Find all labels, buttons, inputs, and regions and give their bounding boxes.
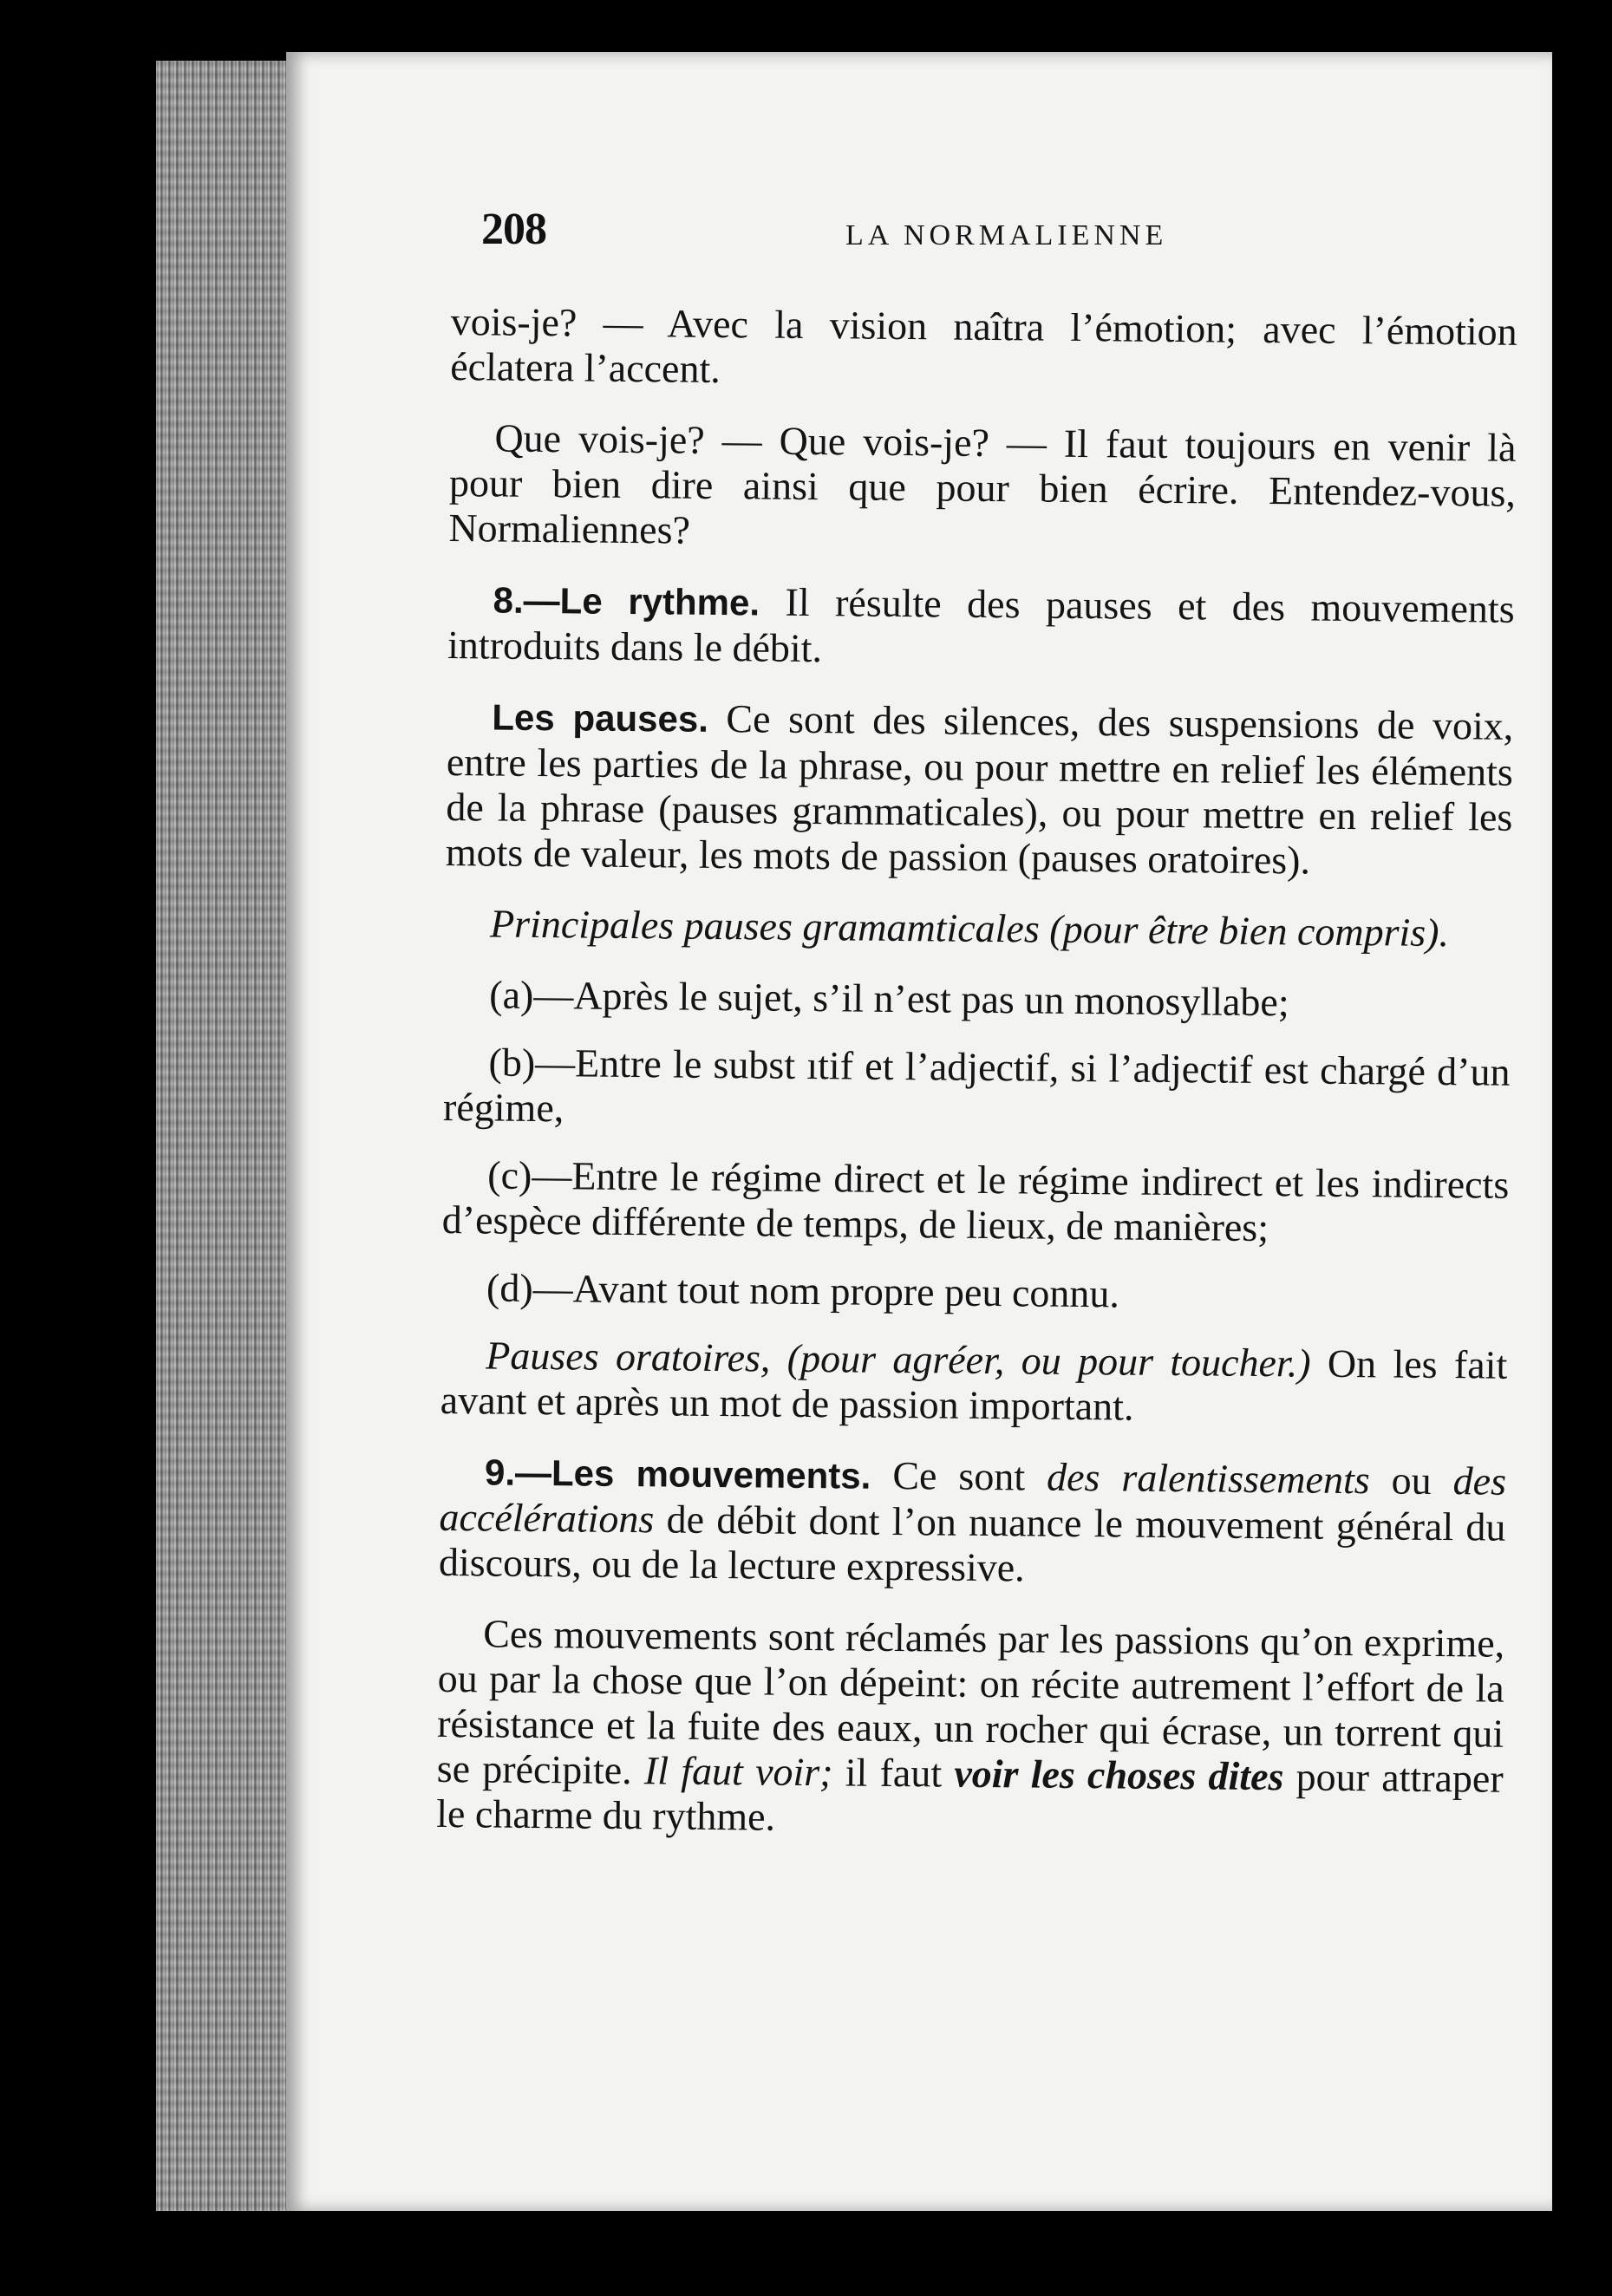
paragraph-oratory-pauses bbox=[441, 1333, 1508, 1433]
paragraph-rythme bbox=[447, 577, 1515, 678]
subheading-pauses: Les pauses. bbox=[492, 696, 709, 740]
section-heading-mouvements: 9.—Les mouvements. bbox=[484, 1451, 871, 1497]
mouvements-italic-2: des accélérations bbox=[439, 1458, 1507, 1542]
passions-text-2: il faut bbox=[832, 1750, 955, 1796]
book-page-edges bbox=[156, 61, 308, 2211]
passions-italic-1: Il faut voir; bbox=[643, 1748, 833, 1795]
paragraph-grammatical-pauses-intro: Principales pauses gramamticales (pour être bien compris). bbox=[489, 901, 1450, 956]
list-item: (a)—Après le sujet, s’il n’est pas un monosyllabe; bbox=[489, 972, 1289, 1025]
list-item: (c)—Entre le régime direct et le régime indirect et les indirects d’espèce différente de temps, de lieux, de manières; bbox=[441, 1152, 1510, 1250]
grammatical-pauses-list bbox=[441, 972, 1511, 1321]
passions-text-1: Ces mouvements sont réclamés par les passions qu’on exprime, ou par la chose que l’on dépeint: on récite autrement l’effort de la résistance et la fuite des eaux, un rocher qui écrase, un torrent qui se précipite. bbox=[436, 1611, 1505, 1793]
oratory-pauses-text: On les fait avant et après un mot de passion important. bbox=[440, 1340, 1508, 1429]
page-number: 208 bbox=[481, 205, 546, 254]
paragraph-vision-emotion: vois-je? — Avec la vision naîtra l’émotion; avec l’émotion éclatera l’accent. bbox=[450, 299, 1517, 391]
body-text bbox=[436, 299, 1517, 1873]
passions-italic-2: voir les choses dites bbox=[954, 1751, 1284, 1799]
oratory-pauses-title: Pauses oratoires, (pour agréer, ou pour toucher.) bbox=[486, 1333, 1311, 1386]
paragraph-pauses-text: Ce sont des silences, des suspensions de voix, entre les parties de la phrase, ou pour mettre en relief les éléments de la phrase (pauses grammaticales), ou pour mettre en relief les mots de valeur, les mots de passion (pauses oratoires). bbox=[445, 695, 1514, 883]
section-heading-rythme: 8.—Le rythme. bbox=[493, 579, 760, 623]
mouvements-text-1: Ce sont bbox=[871, 1452, 1047, 1499]
paragraph-que-vois-je: Que vois-je? — Que vois-je? — Il faut toujours en venir là pour bien dire ainsi que pour bien écrire. Entendez-vous, Normaliennes? bbox=[448, 415, 1517, 552]
paragraph-passions bbox=[436, 1611, 1504, 1847]
list-item: (d)—Avant tout nom propre peu connu. bbox=[486, 1265, 1120, 1316]
passions-text-3: pour attraper le charme du rythme. bbox=[435, 1754, 1504, 1839]
mouvements-text-2: ou bbox=[1369, 1458, 1453, 1503]
paragraph-mouvements bbox=[439, 1449, 1506, 1595]
running-head: LA NORMALIENNE bbox=[845, 219, 1168, 251]
page-header bbox=[481, 204, 1504, 264]
paragraph-pauses bbox=[446, 694, 1514, 885]
paragraph-rythme-text: Il résulte des pauses et des mouvements introduits dans le débit. bbox=[447, 579, 1515, 671]
mouvements-italic-1: des ralentissements bbox=[1046, 1454, 1370, 1503]
mouvements-text-3: de débit dont l’on nuance le mouvement général du discours, ou de la lecture expressive. bbox=[438, 1497, 1506, 1590]
list-item: (b)—Entre le subst ıtif et l’adjectif, si l’adjectif est chargé d’un régime, bbox=[442, 1040, 1511, 1131]
